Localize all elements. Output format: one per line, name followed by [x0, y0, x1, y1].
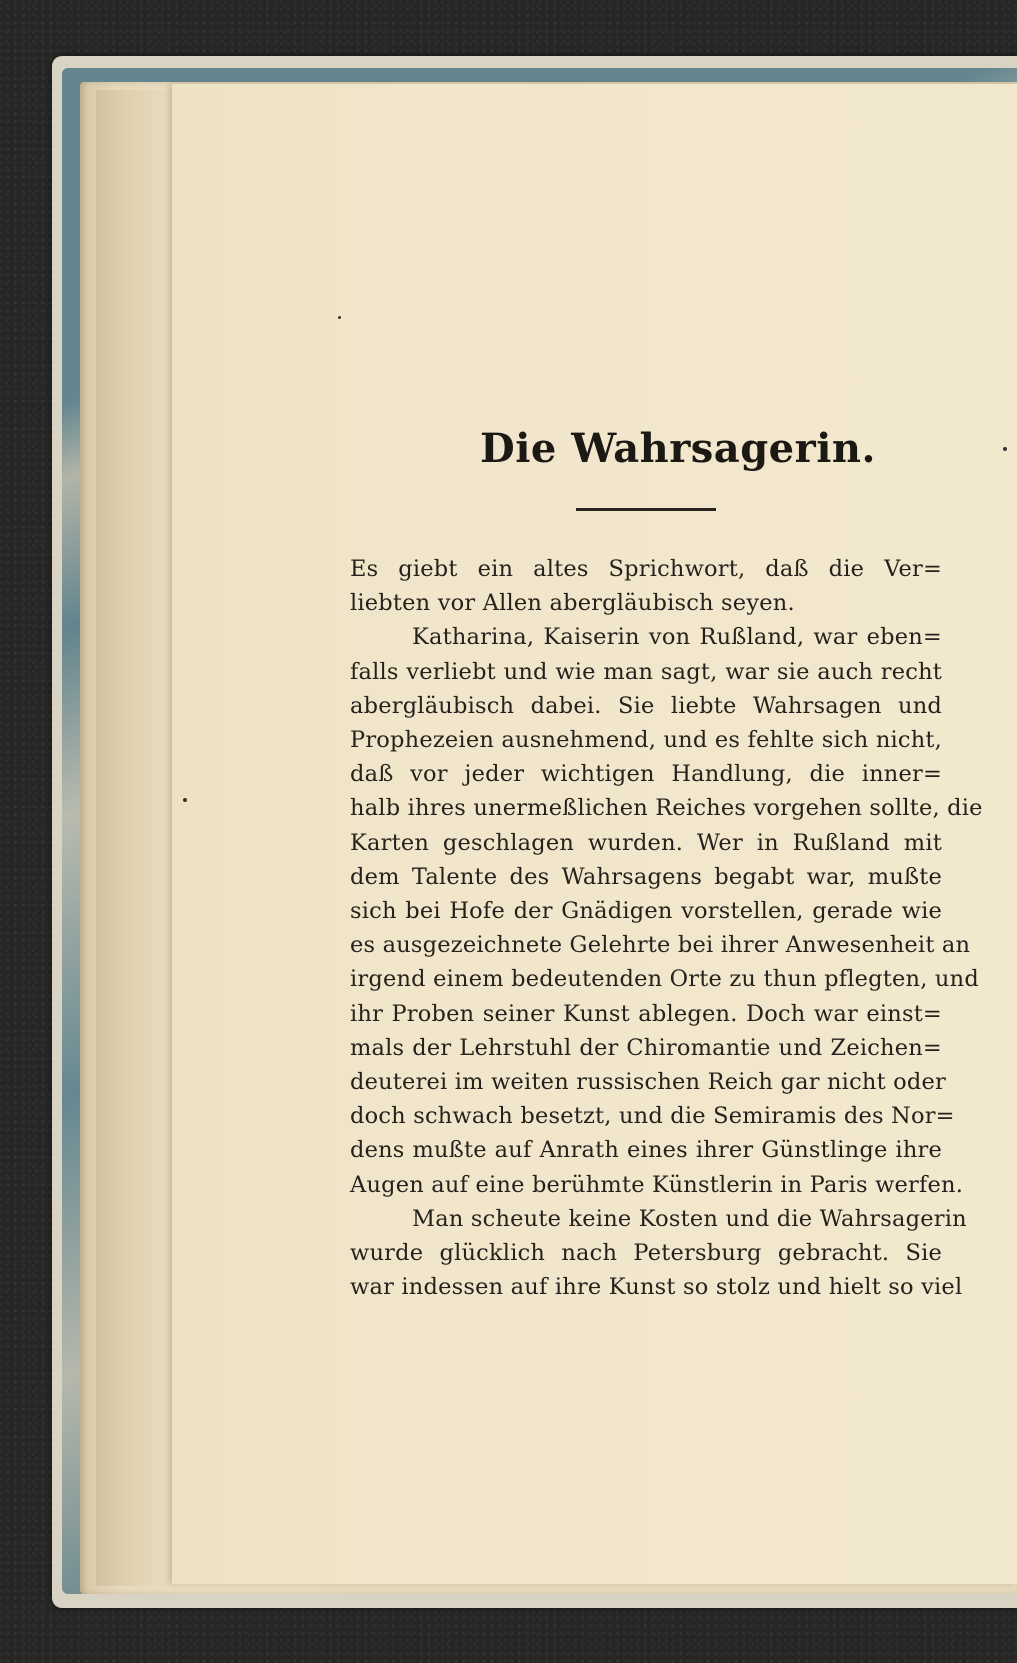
text-line: sich bei Hofe der Gnädigen vorstellen, gerade wie — [350, 898, 942, 925]
text-line: daß vor jeder wichtigen Handlung, die inner= — [350, 761, 942, 788]
text-line: liebten vor Allen abergläubisch seyen. — [350, 590, 795, 617]
paper-speck — [338, 316, 341, 319]
text-line: abergläubisch dabei. Sie liebte Wahrsagen und — [350, 692, 942, 719]
chapter-title: Die Wahrsagerin. — [480, 425, 876, 472]
text-line: falls verliebt und wie man sagt, war sie auch recht — [350, 658, 942, 685]
text-line: Prophezeien ausnehmend, und es fehlte sich nicht, — [350, 727, 942, 754]
text-line: dem Talente des Wahrsagens begabt war, mußte — [350, 863, 942, 890]
text-line: war indessen auf ihre Kunst so stolz und hielt so viel — [350, 1274, 963, 1301]
text-line: halb ihres unermeßlichen Reiches vorgehen sollte, die — [350, 795, 983, 822]
text-line: Karten geschlagen wurden. Wer in Rußland mit — [350, 829, 942, 856]
text-line: ihr Proben seiner Kunst ablegen. Doch war einst= — [350, 1000, 942, 1027]
text-line: deuterei im weiten russischen Reich gar nicht oder — [350, 1069, 946, 1096]
text-line: es ausgezeichnete Gelehrte bei ihrer Anwesenheit an — [350, 932, 971, 959]
text-line: mals der Lehrstuhl der Chiromantie und Zeichen= — [350, 1034, 942, 1061]
text-line: irgend einem bedeutenden Orte zu thun pflegten, und — [350, 966, 979, 993]
title-divider-rule — [576, 508, 716, 511]
paper-speck — [1003, 447, 1007, 451]
text-line: doch schwach besetzt, und die Semiramis des Nor= — [350, 1103, 955, 1130]
text-line: dens mußte auf Anrath eines ihrer Günstlinge ihre — [350, 1137, 942, 1164]
text-line: Es giebt ein altes Sprichwort, daß die Ver= — [350, 556, 942, 582]
text-line: Katharina, Kaiserin von Rußland, war eben= — [412, 624, 942, 651]
body-text — [350, 552, 983, 1304]
paper-speck — [183, 798, 187, 802]
text-line: Augen auf eine berühmte Künstlerin in Paris werfen. — [350, 1171, 964, 1198]
text-line: wurde glücklich nach Petersburg gebracht. Sie — [350, 1240, 942, 1267]
text-line: Man scheute keine Kosten und die Wahrsagerin — [412, 1205, 967, 1232]
